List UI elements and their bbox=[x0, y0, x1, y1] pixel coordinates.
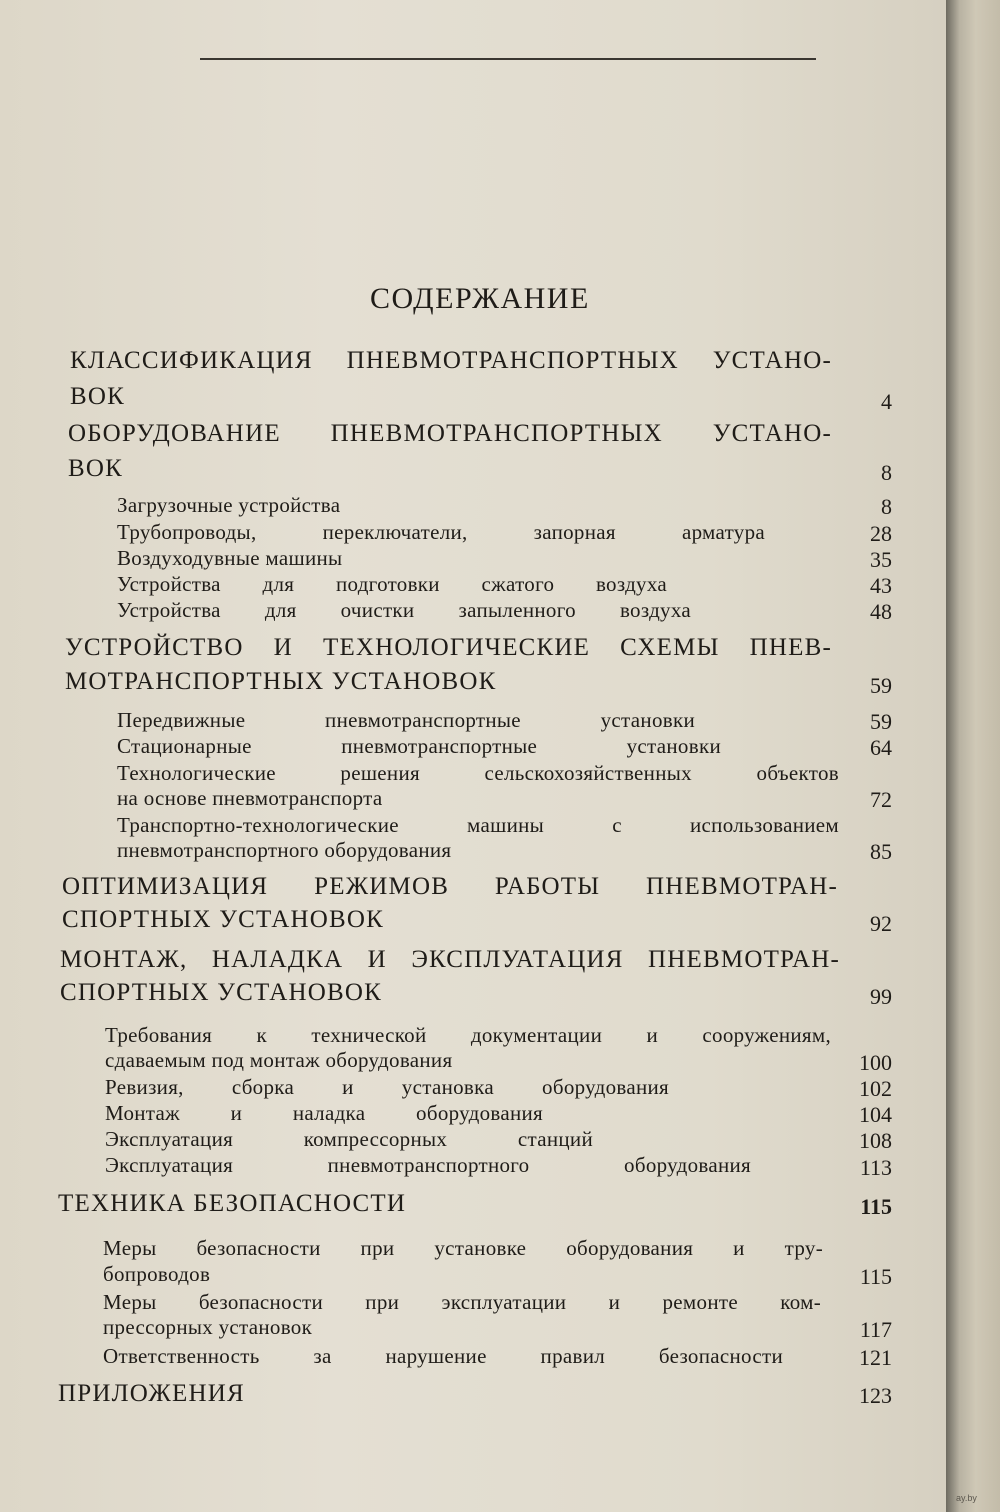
toc-page-number: 113 bbox=[859, 1155, 892, 1180]
toc-section-line: МОТРАНСПОРТНЫХ УСТАНОВОК bbox=[65, 668, 497, 695]
toc-page-number: 59 bbox=[870, 709, 892, 734]
toc-subsection-line: Трубопроводы, переключатели, запорная арматура bbox=[117, 520, 765, 544]
toc-page-number: 102 bbox=[859, 1076, 892, 1101]
toc-page-number: 100 bbox=[859, 1050, 892, 1075]
toc-subsection-line: пневмотранспортного оборудования bbox=[117, 838, 452, 862]
toc-page-number: 121 bbox=[859, 1345, 892, 1370]
toc-page-number: 8 bbox=[881, 460, 892, 485]
toc-section-line: СПОРТНЫХ УСТАНОВОК bbox=[62, 906, 384, 933]
book-gutter bbox=[946, 0, 1000, 1512]
toc-page-number: 99 bbox=[870, 984, 892, 1009]
toc-section-line: ПРИЛОЖЕНИЯ bbox=[58, 1380, 245, 1407]
toc-subsection-line: бопроводов bbox=[103, 1262, 211, 1286]
toc-page-number: 8 bbox=[881, 494, 892, 519]
toc-subsection-line: Меры безопасности при установке оборудования и тру- bbox=[103, 1236, 823, 1260]
toc-section-line: ВОК bbox=[68, 455, 124, 482]
toc-page-number: 4 bbox=[881, 389, 892, 414]
page-title: СОДЕРЖАНИЕ bbox=[370, 282, 590, 315]
toc-page-number: 104 bbox=[859, 1102, 892, 1127]
toc-page-number: 48 bbox=[870, 599, 892, 624]
toc-subsection-line: Меры безопасности при эксплуатации и ремонте ком- bbox=[103, 1290, 821, 1314]
toc-section-line: ОБОРУДОВАНИЕ ПНЕВМОТРАНСПОРТНЫХ УСТАНО- bbox=[68, 420, 832, 447]
toc-page-number: 72 bbox=[870, 787, 892, 812]
toc-page-number: 92 bbox=[870, 911, 892, 936]
toc-page-number: 64 bbox=[870, 735, 892, 760]
toc-page-number: 59 bbox=[870, 673, 892, 698]
toc-subsection-line: Ревизия, сборка и установка оборудования bbox=[105, 1075, 669, 1099]
toc-subsection-line: Эксплуатация пневмотранспортного оборудования bbox=[105, 1153, 751, 1177]
toc-subsection-line: Монтаж и наладка оборудования bbox=[105, 1101, 543, 1125]
toc-subsection-line: Устройства для очистки запыленного воздуха bbox=[117, 598, 691, 622]
toc-subsection-line: сдаваемым под монтаж оборудования bbox=[105, 1048, 453, 1072]
toc-page-number: 115 bbox=[859, 1264, 892, 1289]
toc-subsection-line: Эксплуатация компрессорных станций bbox=[105, 1127, 593, 1151]
toc-subsection-line: Устройства для подготовки сжатого воздуха bbox=[117, 572, 667, 596]
watermark: ay.by bbox=[956, 1493, 977, 1503]
toc-page-number: 35 bbox=[870, 547, 892, 572]
toc-section-line: ВОК bbox=[70, 383, 126, 410]
toc-subsection-line: на основе пневмотранспорта bbox=[117, 786, 383, 810]
toc-section-line: ОПТИМИЗАЦИЯ РЕЖИМОВ РАБОТЫ ПНЕВМОТРАН- bbox=[62, 873, 838, 900]
toc-section-line: ТЕХНИКА БЕЗОПАСНОСТИ bbox=[58, 1190, 407, 1217]
toc-subsection-line: прессорных установок bbox=[103, 1315, 313, 1339]
toc-section-line: КЛАССИФИКАЦИЯ ПНЕВМОТРАНСПОРТНЫХ УСТАНО- bbox=[70, 347, 832, 374]
toc-subsection-line: Загрузочные устройства bbox=[117, 493, 341, 517]
toc-subsection-line: Технологические решения сельскохозяйственных объектов bbox=[117, 761, 839, 785]
toc-subsection-line: Воздуходувные машины bbox=[117, 546, 343, 570]
toc-section-line: МОНТАЖ, НАЛАДКА И ЭКСПЛУАТАЦИЯ ПНЕВМОТРАН- bbox=[60, 946, 840, 973]
toc-subsection-line: Стационарные пневмотранспортные установки bbox=[117, 734, 721, 758]
toc-subsection-line: Передвижные пневмотранспортные установки bbox=[117, 708, 695, 732]
toc-page-number: 117 bbox=[859, 1317, 892, 1342]
toc-page-number: 108 bbox=[859, 1128, 892, 1153]
toc-subsection-line: Требования к технической документации и сооружениям, bbox=[105, 1023, 831, 1047]
toc-page-number: 115 bbox=[860, 1194, 892, 1219]
toc-page-number: 85 bbox=[870, 839, 892, 864]
toc-subsection-line: Транспортно-технологические машины с использованием bbox=[117, 813, 839, 837]
toc-page-number: 123 bbox=[859, 1383, 892, 1408]
toc-section-line: УСТРОЙСТВО И ТЕХНОЛОГИЧЕСКИЕ СХЕМЫ ПНЕВ- bbox=[65, 634, 832, 661]
toc-section-line: СПОРТНЫХ УСТАНОВОК bbox=[60, 979, 382, 1006]
toc-page-number: 28 bbox=[870, 521, 892, 546]
toc-page-number: 43 bbox=[870, 573, 892, 598]
toc-subsection-line: Ответственность за нарушение правил безопасности bbox=[103, 1344, 783, 1368]
